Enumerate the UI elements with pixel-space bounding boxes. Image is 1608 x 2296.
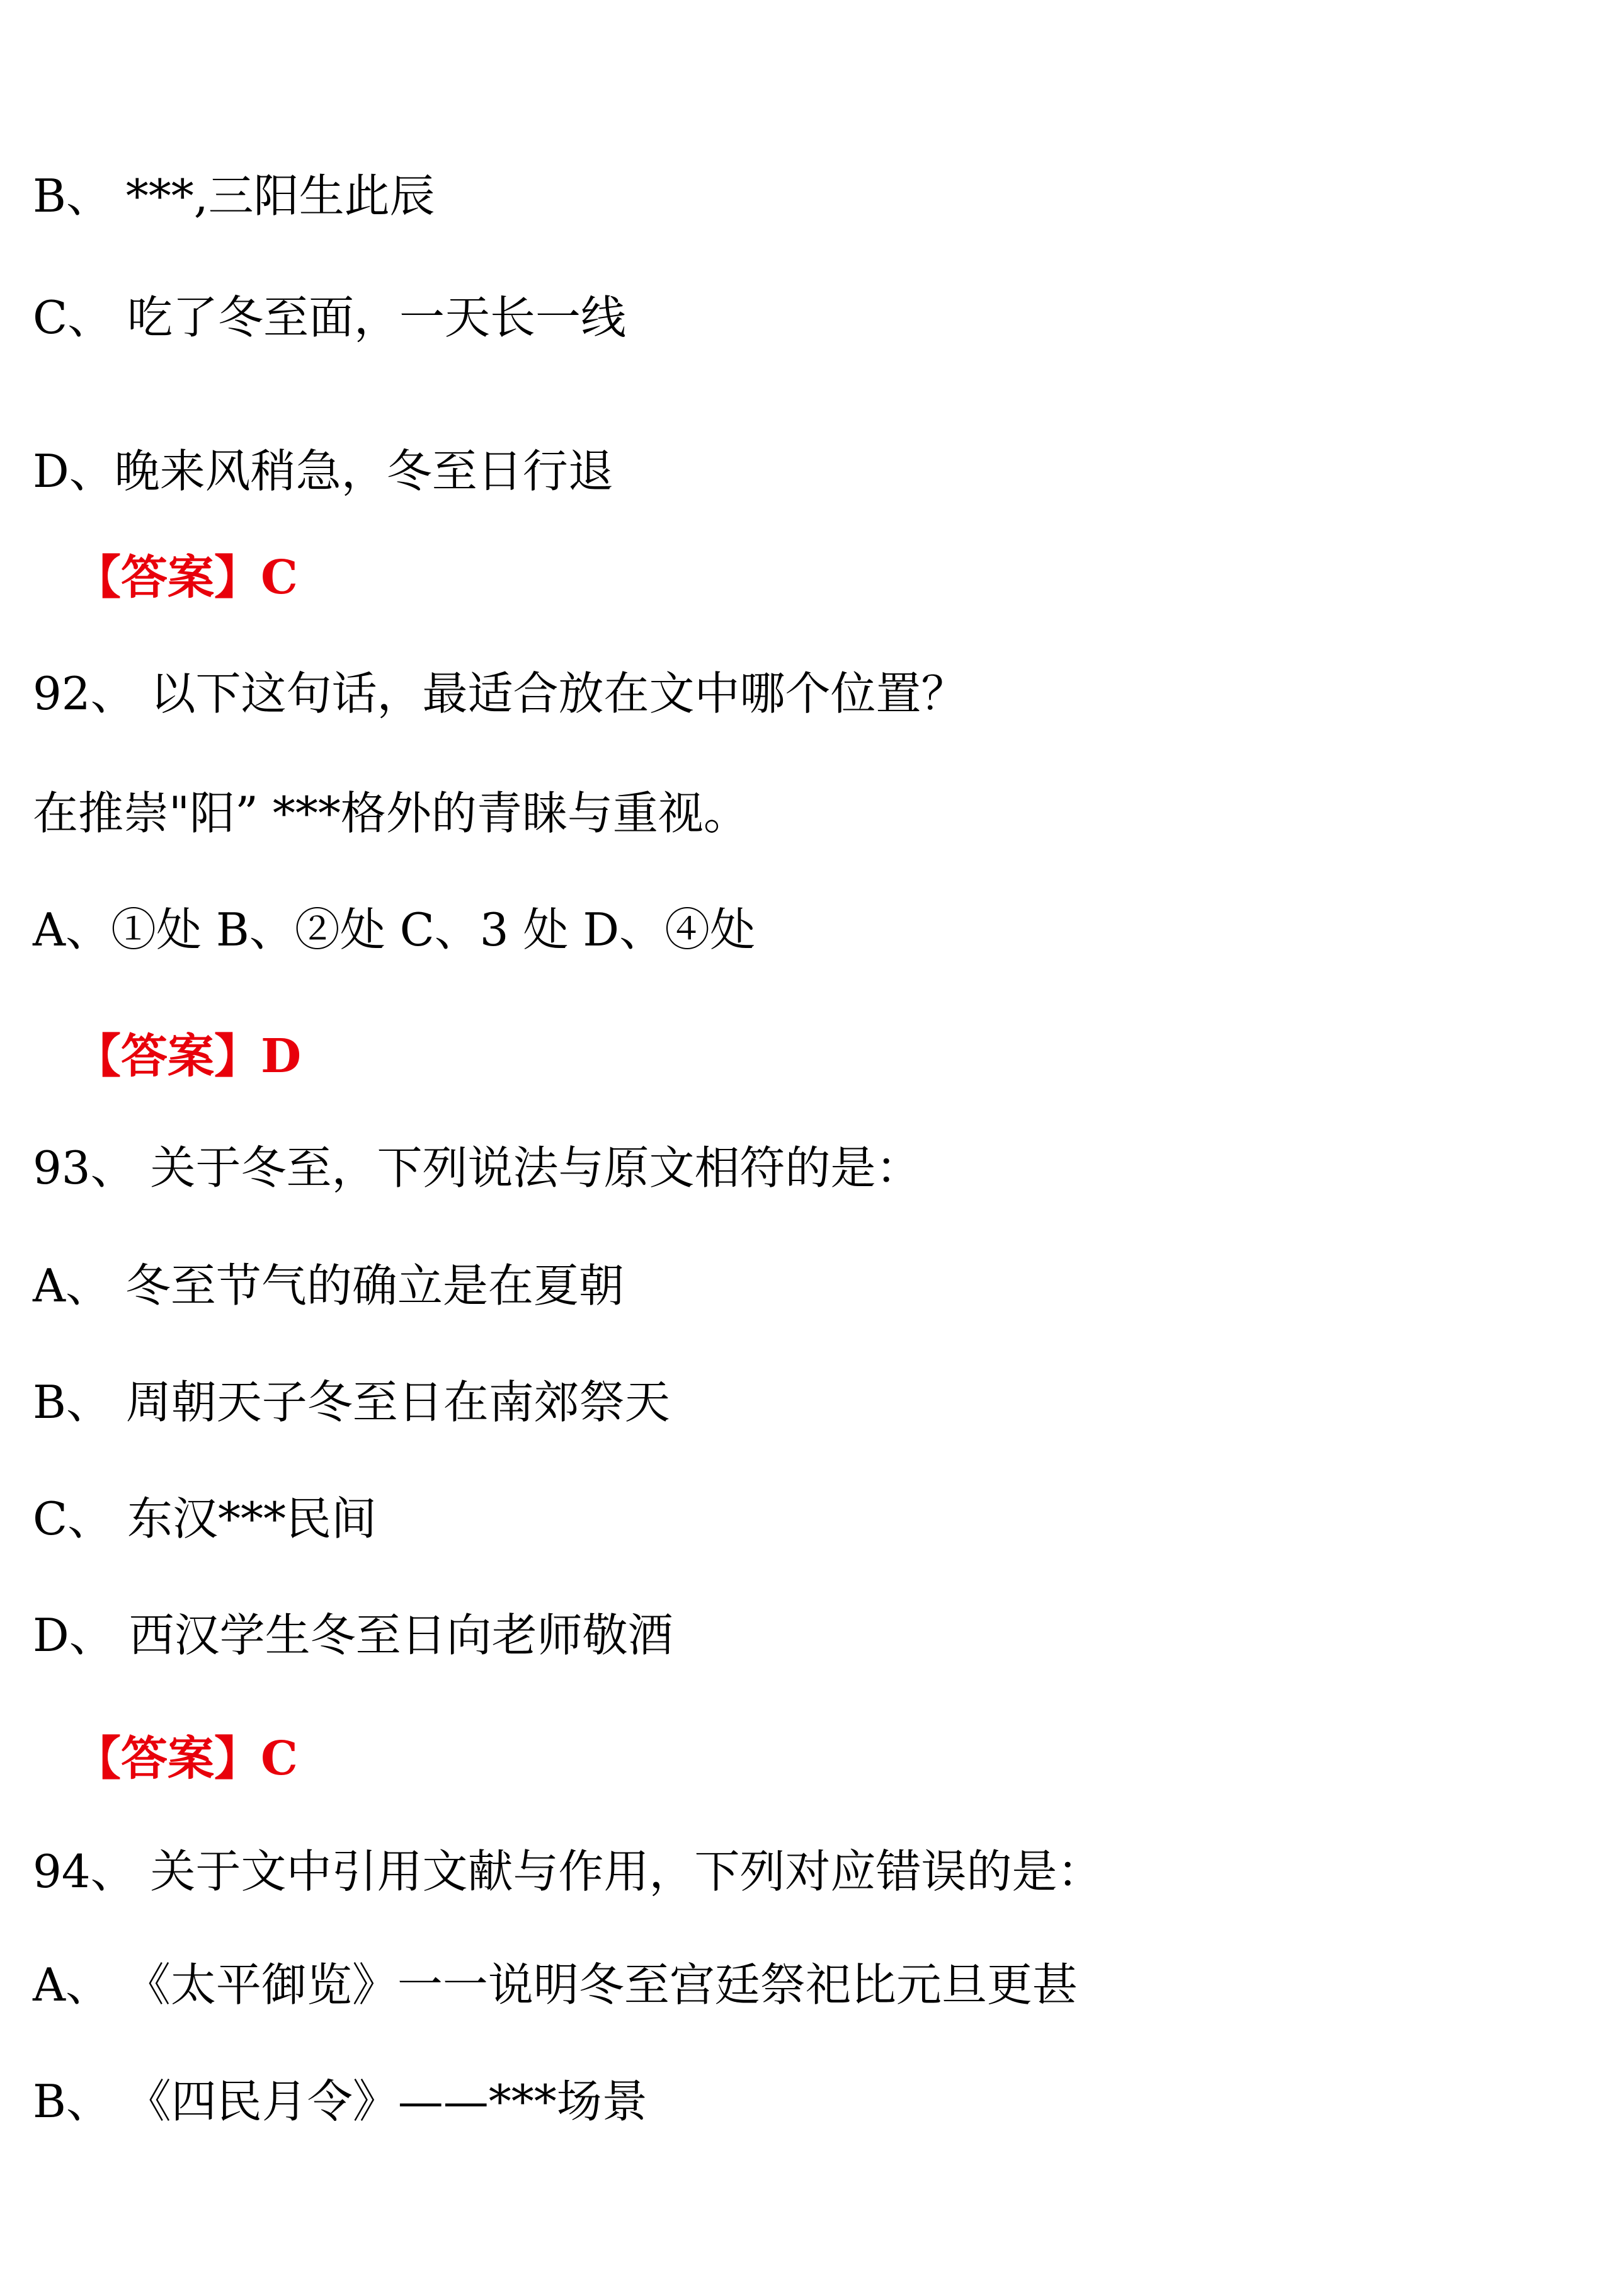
q93-option-d: D、 西汉学生冬至日向老师敬酒 — [33, 1609, 673, 1662]
q93-option-a: A、 冬至节气的确立是在夏朝 — [33, 1259, 624, 1312]
q93-option-c: C、 东汉***民间 — [33, 1492, 377, 1545]
q93-answer: 【答案】C — [74, 1732, 298, 1786]
q93-question: 93、 关于冬至，下列说法与原文相符的是： — [33, 1141, 921, 1194]
q92-sentence: 在推崇"阳” ***格外的青睐与重视。 — [33, 787, 749, 840]
q92-question: 92、 以下这句话，最适合放在文中哪个位置？ — [33, 667, 967, 720]
q91-option-d: D、晚来风稍急，冬至日行退 — [33, 445, 613, 498]
q92-answer: 【答案】D — [74, 1029, 302, 1083]
q91-option-c: C、 吃了冬至面，一天长一线 — [33, 291, 626, 344]
q91-option-b: B、 ***,三阳生此辰 — [33, 169, 435, 222]
q94-option-b: B、 《四民月令》——***场景 — [33, 2075, 647, 2128]
q94-option-a: A、 《太平御览》一一说明冬至宫廷祭祀比元旦更甚 — [33, 1958, 1078, 2011]
q93-option-b: B、 周朝天子冬至日在南郊祭天 — [33, 1376, 670, 1429]
q94-question: 94、 关于文中引用文献与作用，下列对应错误的是： — [33, 1845, 1103, 1898]
q92-options: A、①处 B、②处 C、3 处 D、④处 — [33, 903, 756, 956]
q91-answer: 【答案】C — [74, 551, 298, 605]
